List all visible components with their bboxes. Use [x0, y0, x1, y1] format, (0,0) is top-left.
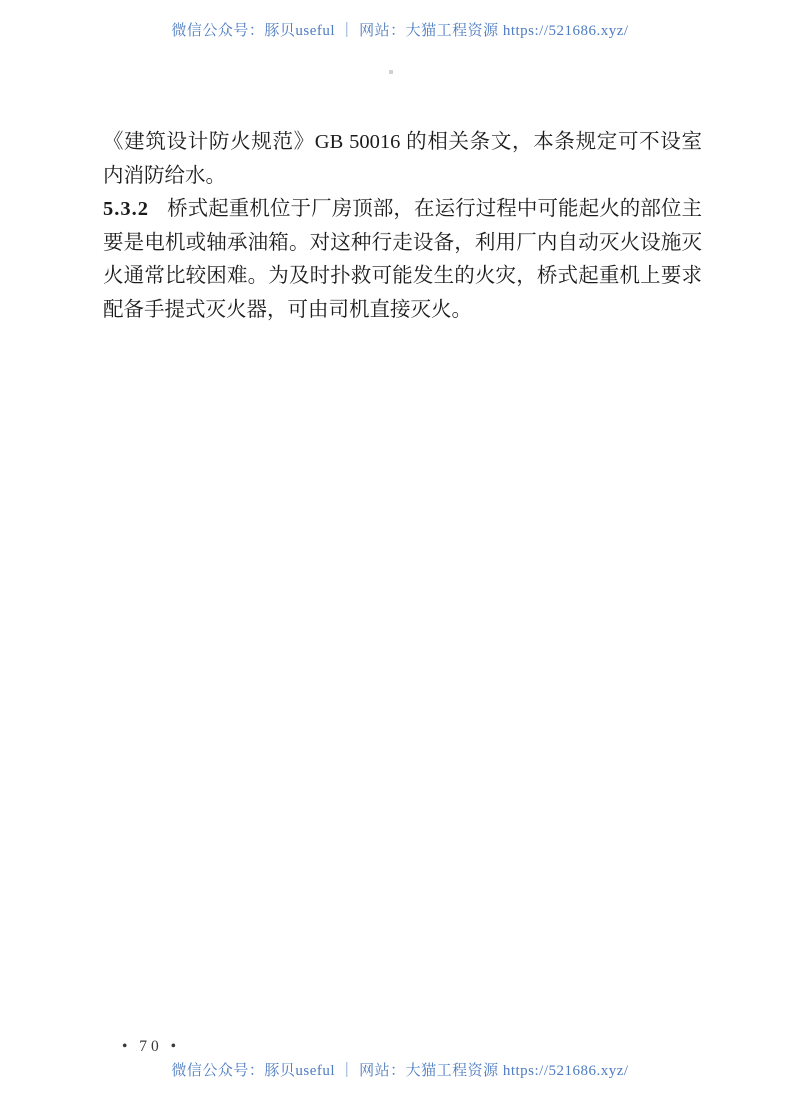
footer-watermark: 微信公众号：豚贝useful ｜ 网站：大猫工程资源 https://521686.xyz/ [171, 1063, 629, 1079]
section-text: 桥式起重机位于厂房顶部，在运行过程中可能起火的部位主要是电机或轴承油箱。对这种行走设备，利用厂内自动灭火设施灭火通常比较困难。为及时扑救可能发生的火灾，桥式起重机上要求配备手提式灭火器，可由司机直接灭火。 [103, 198, 702, 321]
paragraph-section-5-3-2 [103, 193, 702, 327]
scan-artifact-dot [389, 70, 393, 74]
section-number: 5.3.2 [103, 198, 149, 220]
header-watermark: 微信公众号：豚贝useful ｜ 网站：大猫工程资源 https://521686.xyz/ [171, 23, 629, 39]
paragraph-continuation: 《建筑设计防火规范》GB 50016 的相关条文，本条规定可不设室内消防给水。 [103, 131, 702, 187]
page-number: • 70 • [122, 1038, 181, 1055]
body-text-block [103, 126, 702, 327]
